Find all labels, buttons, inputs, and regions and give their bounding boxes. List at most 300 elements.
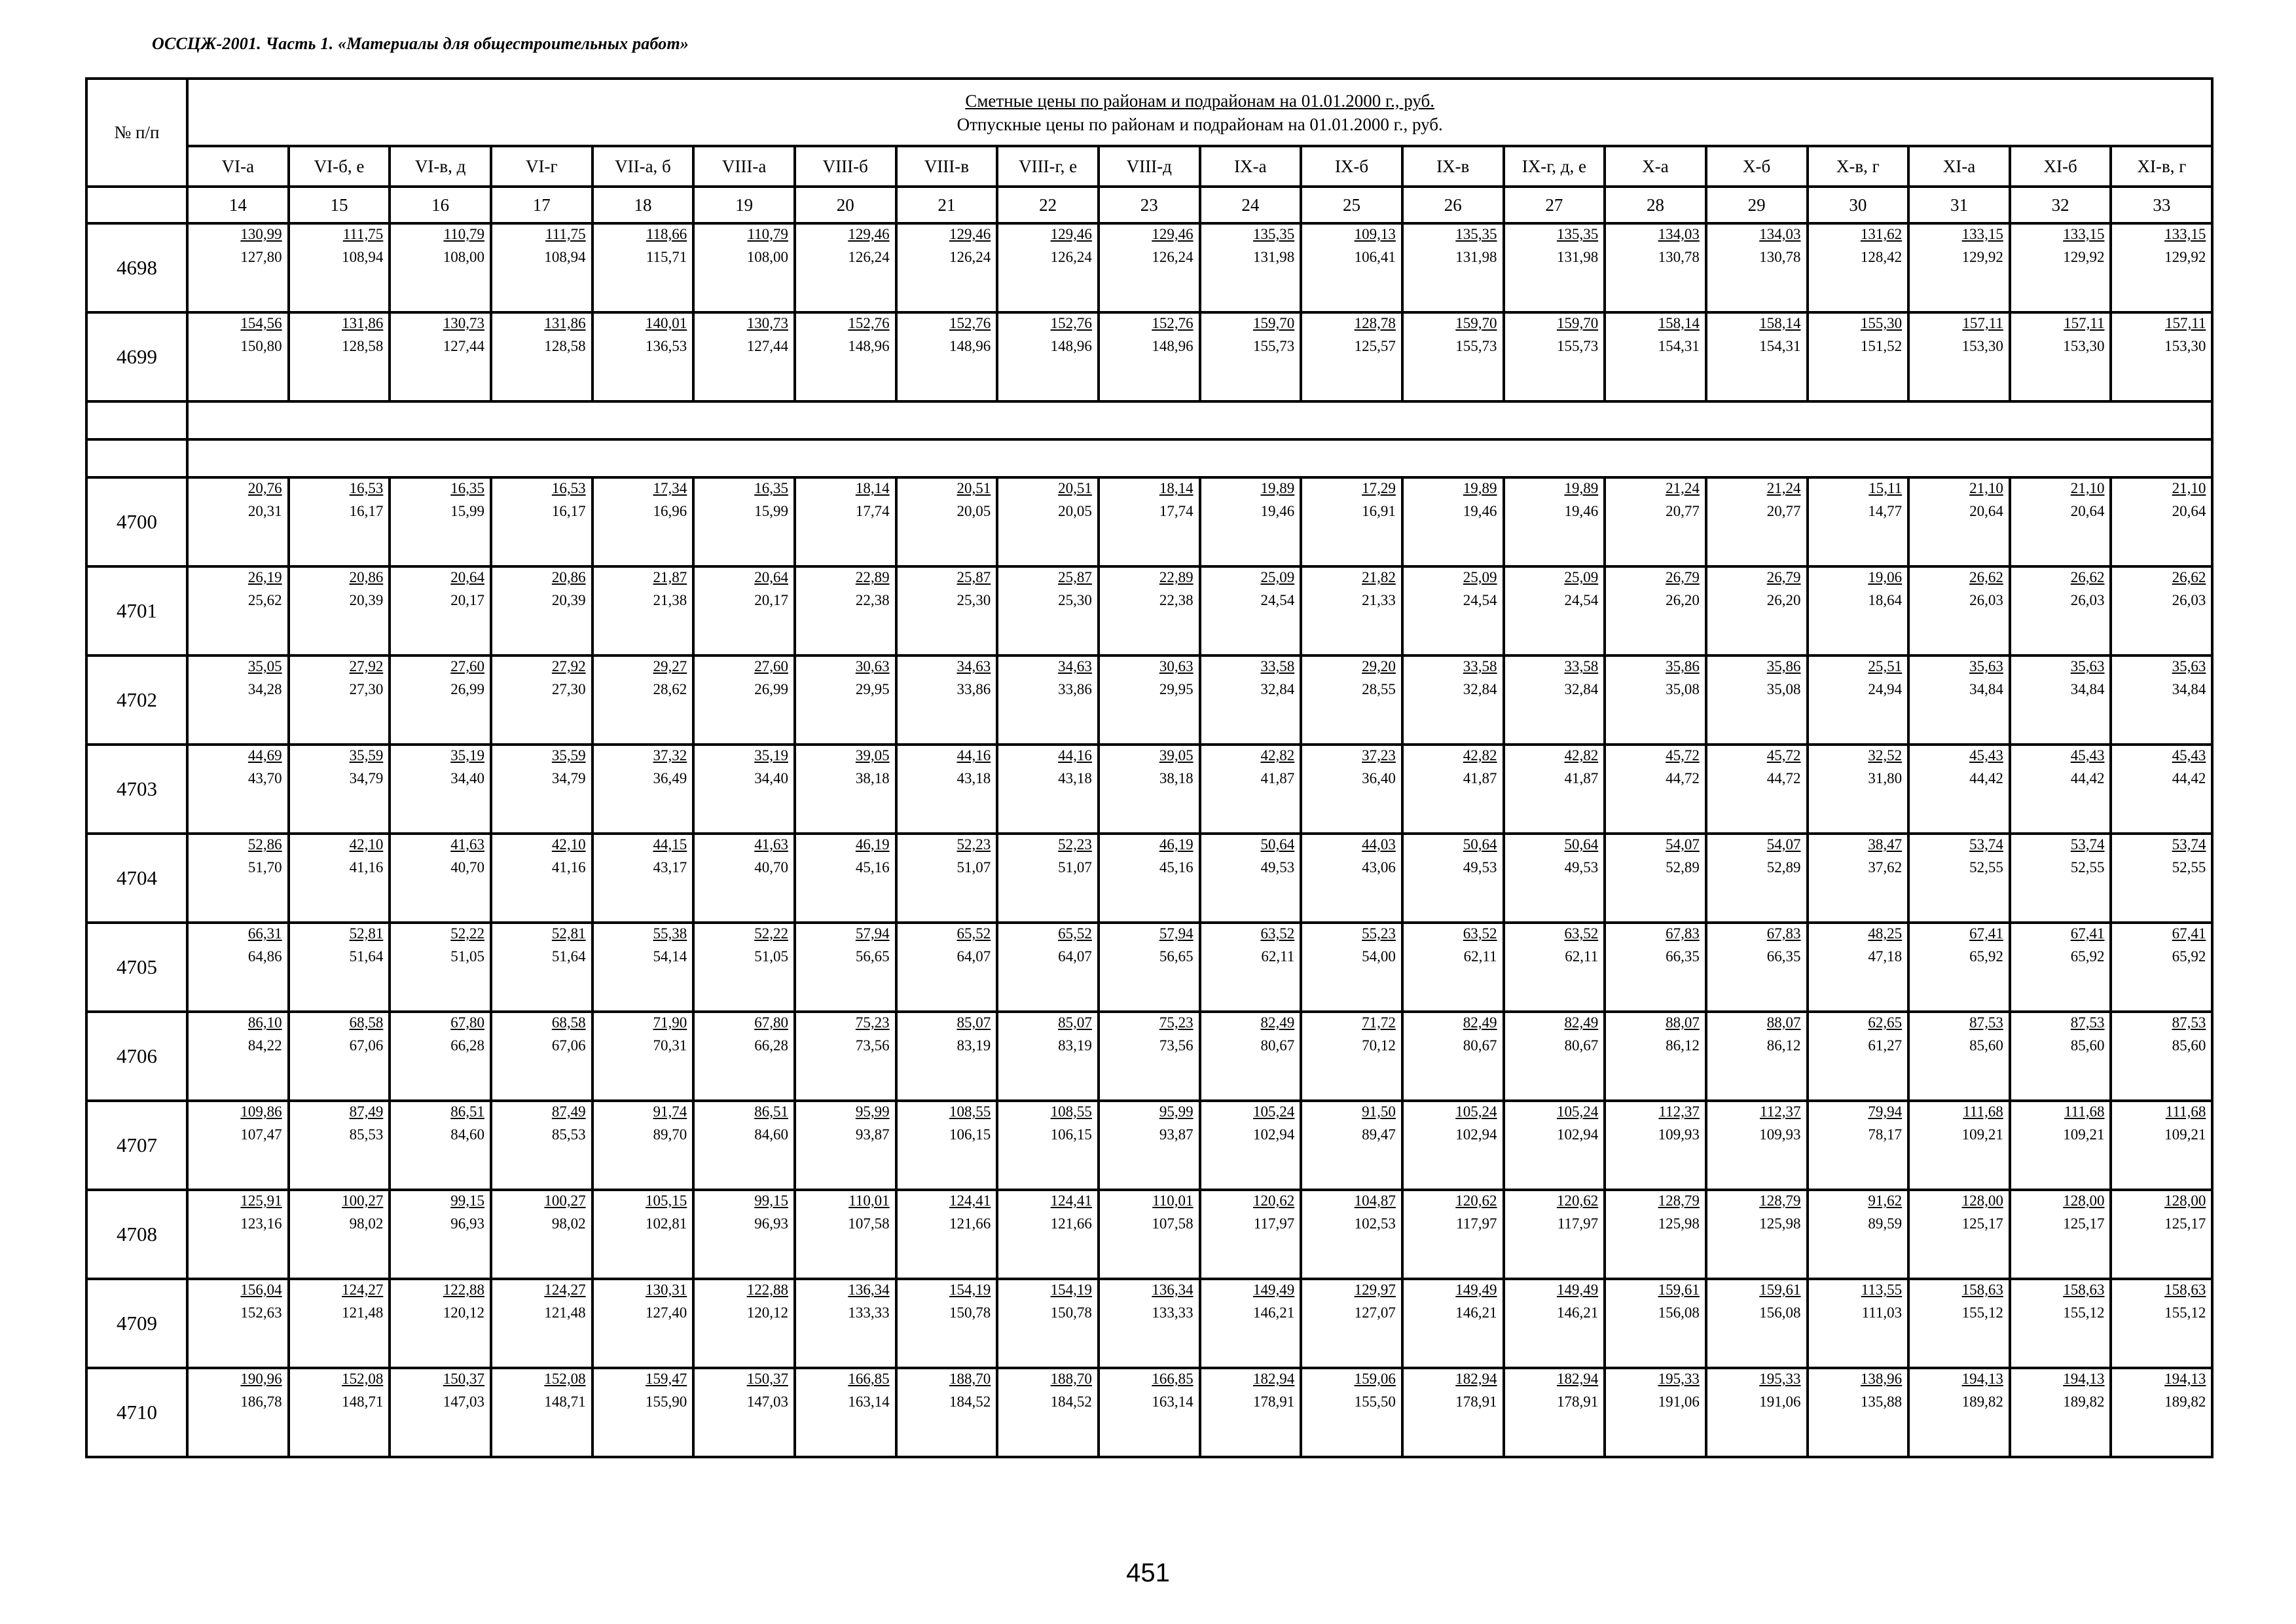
release-price: 89,70 [653,1126,687,1143]
price-cell [1200,655,1302,745]
release-price: 43,18 [957,770,991,786]
release-price: 29,95 [855,681,890,697]
release-price: 130,78 [1759,249,1801,265]
release-price: 106,15 [1050,1126,1092,1143]
release-price: 51,07 [957,859,991,876]
release-price: 125,17 [2164,1215,2206,1232]
release-price: 85,60 [1969,1037,2003,1054]
district-header: VI-а [187,146,289,187]
estimate-price: 134,03 [1759,226,1801,242]
estimate-price: 105,24 [1556,1103,1599,1120]
release-price: 52,89 [1666,859,1700,876]
release-price: 16,17 [349,503,384,519]
estimate-price: 39,05 [855,747,890,764]
release-price: 155,90 [646,1393,687,1410]
num-column-header: № п/п [86,79,187,187]
price-cell [1200,745,1302,834]
estimate-price: 26,62 [2070,569,2105,585]
estimate-price: 71,72 [1362,1014,1396,1031]
running-head: ОССЦЖ-2001. Часть 1. «Материалы для общестроительных работ» [152,34,689,53]
price-cell [390,745,491,834]
estimate-price: 154,19 [1050,1282,1092,1298]
price-cell [289,312,390,401]
estimate-price: 158,63 [2164,1282,2206,1298]
release-price: 34,28 [247,681,282,697]
release-price: 109,93 [1759,1126,1801,1143]
price-cell [491,566,592,655]
price-cell [187,1101,289,1190]
estimate-price: 87,53 [2070,1014,2105,1031]
estimate-price: 21,10 [2070,480,2105,496]
release-price: 66,35 [1766,948,1801,965]
price-cell [1200,923,1302,1012]
estimate-price: 133,15 [2164,226,2206,242]
estimate-price: 129,97 [1354,1282,1396,1298]
release-price: 109,21 [1961,1126,2003,1143]
price-cell [1605,1012,1706,1101]
price-cell [1605,1101,1706,1190]
estimate-price: 111,68 [1963,1103,2003,1120]
estimate-price: 91,50 [1362,1103,1396,1120]
price-cell [289,1101,390,1190]
estimate-price: 166,85 [1152,1371,1194,1387]
estimate-price: 105,24 [1455,1103,1497,1120]
release-price: 31,80 [1868,770,1903,786]
row-number: 4705 [86,923,187,1012]
estimate-price: 150,37 [443,1371,484,1387]
price-cell [997,834,1099,923]
estimate-price: 45,43 [2070,747,2105,764]
estimate-price: 30,63 [1159,658,1194,674]
release-price: 128,42 [1860,249,1903,265]
price-cell [1504,1190,1605,1279]
price-cell [1099,566,1200,655]
price-cell [1504,477,1605,566]
district-header: IX-г, д, е [1504,146,1605,187]
estimate-price: 109,86 [240,1103,282,1120]
price-cell [592,1368,694,1457]
price-cell [187,312,289,401]
price-cell [187,923,289,1012]
release-price: 45,16 [855,859,890,876]
price-cell [1402,1101,1504,1190]
release-price: 36,40 [1362,770,1396,786]
price-cell [187,1190,289,1279]
release-price: 148,96 [1050,338,1092,354]
estimate-price: 67,80 [754,1014,788,1031]
estimate-price: 35,05 [247,658,282,674]
price-cell [2111,834,2212,923]
release-price: 191,06 [1658,1393,1700,1410]
release-price: 32,84 [1463,681,1497,697]
release-price: 80,67 [1463,1037,1497,1054]
estimate-price: 182,94 [1252,1371,1295,1387]
estimate-price: 35,63 [2070,658,2105,674]
column-number: 25 [1301,187,1402,223]
release-price: 51,05 [450,948,484,965]
price-cell [896,1012,998,1101]
release-price: 34,79 [349,770,384,786]
price-cell [1908,655,2010,745]
estimate-price: 157,11 [2164,315,2206,331]
estimate-price: 130,31 [646,1282,687,1298]
price-cell [1402,1279,1504,1368]
estimate-price: 45,72 [1666,747,1700,764]
column-number: 21 [896,187,998,223]
price-cell [1099,1190,1200,1279]
price-cell [896,312,998,401]
price-cell [592,1279,694,1368]
price-cell [693,1368,795,1457]
estimate-price: 71,90 [653,1014,687,1031]
release-price: 54,00 [1362,948,1396,965]
price-cell [1706,477,1808,566]
price-cell [1099,1012,1200,1101]
estimate-price: 118,66 [646,226,687,242]
estimate-price: 34,63 [957,658,991,674]
release-price: 16,17 [551,503,586,519]
release-price: 153,30 [2164,338,2206,354]
estimate-price: 39,05 [1159,747,1194,764]
estimate-price: 27,92 [551,658,586,674]
column-number: 18 [592,187,694,223]
estimate-price: 149,49 [1455,1282,1497,1298]
release-price: 147,03 [746,1393,788,1410]
release-price: 66,28 [754,1037,788,1054]
row-number: 4704 [86,834,187,923]
price-cell [187,223,289,312]
price-cell [592,923,694,1012]
price-cell [2111,312,2212,401]
price-cell [1402,923,1504,1012]
estimate-price: 120,62 [1556,1192,1599,1209]
release-price: 125,98 [1658,1215,1700,1232]
release-price: 107,58 [848,1215,890,1232]
price-cell [491,745,592,834]
release-price: 155,50 [1354,1393,1396,1410]
district-header: VI-б, е [289,146,390,187]
estimate-price: 29,27 [653,658,687,674]
column-number: 29 [1706,187,1808,223]
release-price: 20,64 [2070,503,2105,519]
release-price: 18,64 [1868,592,1903,608]
column-number: 27 [1504,187,1605,223]
estimate-price: 20,51 [957,480,991,496]
release-price: 49,53 [1463,859,1497,876]
price-cell [1402,745,1504,834]
estimate-price: 34,63 [1058,658,1092,674]
estimate-price: 154,19 [949,1282,991,1298]
release-price: 80,67 [1260,1037,1295,1054]
estimate-price: 67,83 [1666,925,1700,942]
estimate-price: 133,15 [2063,226,2105,242]
release-price: 20,39 [349,592,384,608]
price-cell [1808,1012,1909,1101]
release-price: 106,15 [949,1126,991,1143]
estimate-price: 112,37 [1760,1103,1801,1120]
estimate-price: 67,41 [2172,925,2206,942]
estimate-price: 44,16 [957,747,991,764]
estimate-price: 20,64 [754,569,788,585]
estimate-price: 157,11 [2064,315,2105,331]
price-cell [997,1368,1099,1457]
estimate-price: 120,62 [1455,1192,1497,1209]
estimate-price: 128,79 [1658,1192,1700,1209]
estimate-price: 188,70 [949,1371,991,1387]
release-price: 148,96 [949,338,991,354]
estimate-price: 159,70 [1556,315,1599,331]
release-price: 102,94 [1252,1126,1295,1143]
price-cell [2111,1190,2212,1279]
table-row [86,1101,2212,1190]
price-cell [896,477,998,566]
price-cell [1908,923,2010,1012]
price-cell [390,655,491,745]
release-price: 24,94 [1868,681,1903,697]
price-cell [491,655,592,745]
estimate-price: 122,88 [746,1282,788,1298]
release-price: 127,80 [240,249,282,265]
estimate-price: 129,46 [1050,226,1092,242]
price-cell [1908,1279,2010,1368]
price-cell [1402,566,1504,655]
estimate-price: 149,49 [1252,1282,1295,1298]
price-cell [1706,655,1808,745]
price-cell [491,1012,592,1101]
estimate-price: 158,63 [2063,1282,2105,1298]
release-price: 136,53 [646,338,687,354]
estimate-price: 42,10 [551,836,586,853]
estimate-caption: Сметные цены по районам и подрайонам на 01.01.2000 г., руб. [965,90,1435,111]
release-price: 93,87 [855,1126,890,1143]
release-price: 129,92 [2164,249,2206,265]
estimate-price: 157,11 [1962,315,2003,331]
price-cell [1605,223,1706,312]
estimate-price: 111,68 [2165,1103,2206,1120]
price-cell [1908,223,2010,312]
price-caption [187,79,2212,146]
column-number: 22 [997,187,1099,223]
empty-cell [86,401,187,439]
estimate-price: 55,38 [653,925,687,942]
district-header: XI-а [1908,146,2010,187]
release-price: 24,54 [1260,592,1295,608]
price-cell [2010,566,2111,655]
estimate-price: 85,07 [1058,1014,1092,1031]
district-header: XI-в, г [2111,146,2212,187]
estimate-price: 105,24 [1252,1103,1295,1120]
estimate-price: 130,99 [240,226,282,242]
price-cell [896,923,998,1012]
estimate-price: 50,64 [1564,836,1599,853]
release-price: 184,52 [949,1393,991,1410]
estimate-price: 99,15 [450,1192,484,1209]
release-price: 61,27 [1868,1037,1903,1054]
estimate-price: 25,87 [1058,569,1092,585]
estimate-price: 149,49 [1556,1282,1599,1298]
row-number: 4708 [86,1190,187,1279]
release-price: 24,54 [1463,592,1497,608]
price-cell [2010,923,2111,1012]
price-cell [1504,923,1605,1012]
estimate-price: 66,31 [247,925,282,942]
release-price: 148,96 [848,338,890,354]
price-cell [1908,745,2010,834]
estimate-price: 129,46 [949,226,991,242]
estimate-price: 17,29 [1362,480,1396,496]
price-cell [997,223,1099,312]
price-cell [1301,477,1402,566]
release-price: 34,84 [2070,681,2105,697]
price-cell [491,1368,592,1457]
release-price: 40,70 [754,859,788,876]
estimate-price: 166,85 [848,1371,890,1387]
release-price: 26,20 [1766,592,1801,608]
estimate-price: 128,00 [1961,1192,2003,1209]
release-price: 131,98 [1556,249,1599,265]
estimate-price: 50,64 [1463,836,1497,853]
column-number: 17 [491,187,592,223]
price-cell [2010,1101,2111,1190]
price-cell [1504,1368,1605,1457]
price-cell [2111,566,2212,655]
price-cell [1301,923,1402,1012]
estimate-price: 112,37 [1658,1103,1700,1120]
release-price: 43,70 [247,770,282,786]
estimate-price: 35,63 [2172,658,2206,674]
table-row [86,1190,2212,1279]
release-price: 52,55 [2172,859,2206,876]
estimate-price: 152,76 [1152,315,1194,331]
price-cell [1808,477,1909,566]
estimate-price: 42,82 [1564,747,1599,764]
estimate-price: 75,23 [1159,1014,1194,1031]
estimate-price: 63,52 [1260,925,1295,942]
column-number: 33 [2111,187,2212,223]
price-cell [1200,477,1302,566]
release-price: 126,24 [1050,249,1092,265]
release-price: 189,82 [1961,1393,2003,1410]
price-cell [289,1190,390,1279]
release-price: 51,07 [1058,859,1092,876]
district-header: VIII-д [1099,146,1200,187]
price-cell [1099,745,1200,834]
release-price: 65,92 [2070,948,2105,965]
release-price: 27,30 [551,681,586,697]
estimate-price: 26,62 [1969,569,2003,585]
estimate-price: 21,82 [1362,569,1396,585]
estimate-price: 53,74 [2172,836,2206,853]
estimate-price: 16,53 [349,480,384,496]
price-cell [1808,1101,1909,1190]
release-price: 64,07 [957,948,991,965]
release-price: 38,18 [855,770,890,786]
price-cell [1605,1190,1706,1279]
price-table [85,77,2214,1458]
price-cell [289,223,390,312]
price-cell [2010,312,2111,401]
price-cell [390,312,491,401]
price-cell [592,477,694,566]
release-price: 54,14 [653,948,687,965]
estimate-price: 100,27 [342,1192,384,1209]
release-price: 125,57 [1354,338,1396,354]
estimate-price: 19,06 [1868,569,1903,585]
estimate-price: 62,65 [1868,1014,1903,1031]
estimate-price: 25,09 [1564,569,1599,585]
price-cell [693,1279,795,1368]
price-cell [896,1279,998,1368]
price-cell [390,1101,491,1190]
release-price: 186,78 [240,1393,282,1410]
release-price: 21,38 [653,592,687,608]
release-price: 65,92 [2172,948,2206,965]
release-price: 67,06 [551,1037,586,1054]
column-number-blank [86,187,187,223]
district-header: VIII-г, е [997,146,1099,187]
price-cell [795,834,896,923]
estimate-price: 35,19 [450,747,484,764]
estimate-price: 86,51 [754,1103,788,1120]
release-caption: Отпускные цены по районам и подрайонам на 01.01.2000 г., руб. [957,114,1443,134]
release-price: 27,30 [349,681,384,697]
estimate-price: 20,86 [551,569,586,585]
release-price: 89,47 [1362,1126,1396,1143]
district-header: VI-г [491,146,592,187]
estimate-price: 20,86 [349,569,384,585]
release-price: 43,17 [653,859,687,876]
price-cell [1808,1190,1909,1279]
release-price: 163,14 [848,1393,890,1410]
estimate-price: 35,63 [1969,658,2003,674]
release-price: 44,42 [2070,770,2105,786]
estimate-price: 130,73 [746,315,788,331]
price-cell [491,834,592,923]
release-price: 51,05 [754,948,788,965]
price-cell [1402,1368,1504,1457]
estimate-price: 195,33 [1658,1371,1700,1387]
price-cell [1402,312,1504,401]
price-cell [1200,312,1302,401]
price-cell [592,1101,694,1190]
district-header: IX-б [1301,146,1402,187]
release-price: 123,16 [240,1215,282,1232]
release-price: 33,86 [1058,681,1092,697]
column-number-row [86,187,2212,223]
price-cell [1706,1101,1808,1190]
price-cell [896,566,998,655]
release-price: 155,73 [1252,338,1295,354]
price-cell [2010,655,2111,745]
release-price: 127,40 [646,1304,687,1321]
price-cell [390,477,491,566]
release-price: 43,06 [1362,859,1396,876]
estimate-price: 21,10 [1969,480,2003,496]
release-price: 146,21 [1252,1304,1295,1321]
estimate-price: 67,41 [2070,925,2105,942]
price-cell [1099,655,1200,745]
price-cell [1301,1101,1402,1190]
estimate-price: 63,52 [1463,925,1497,942]
release-price: 148,96 [1152,338,1194,354]
district-header: VIII-в [896,146,998,187]
price-cell [592,834,694,923]
price-cell [2010,477,2111,566]
price-cell [187,1012,289,1101]
release-price: 108,00 [746,249,788,265]
estimate-price: 124,41 [1050,1192,1092,1209]
column-number: 30 [1808,187,1909,223]
